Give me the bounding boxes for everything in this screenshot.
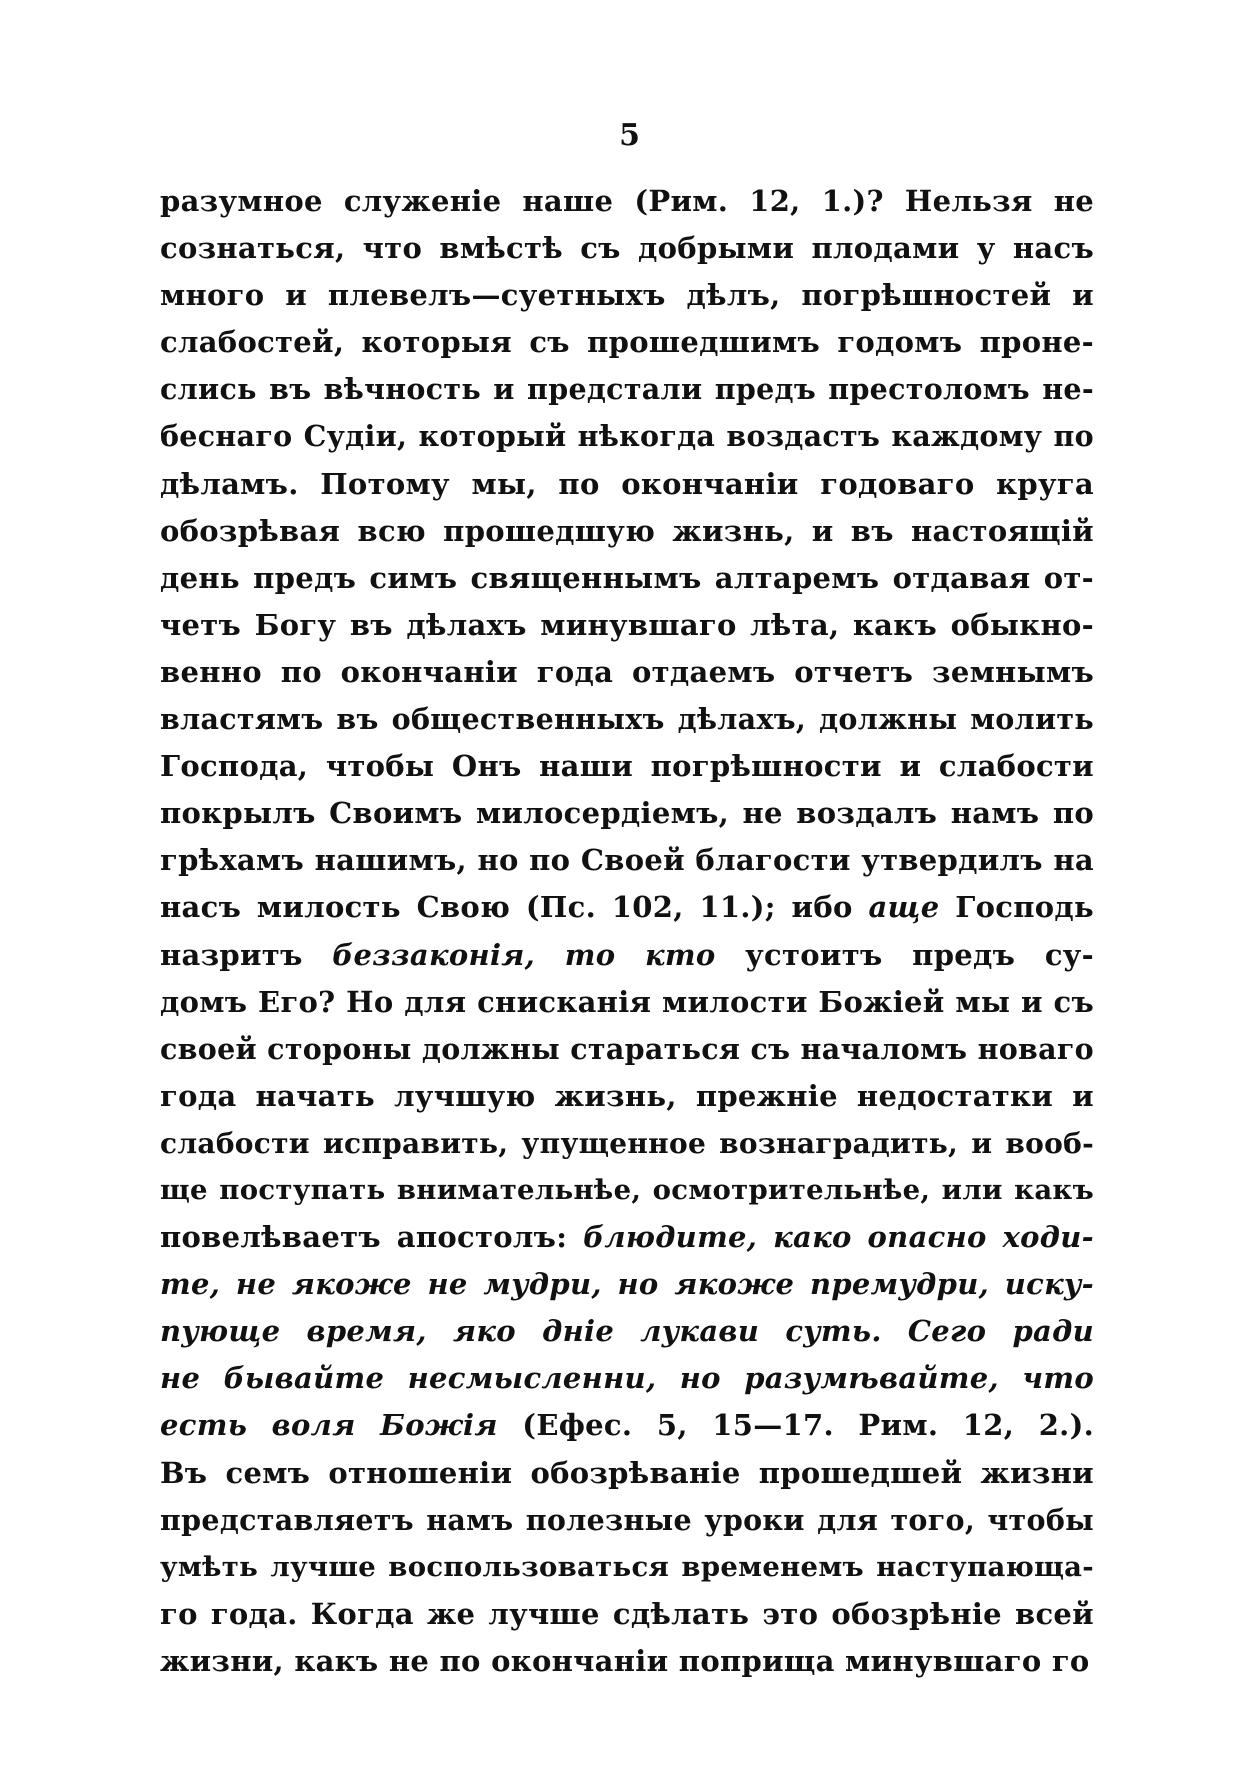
text-segment: го года. Когда же лучше сдѣлать это обозрѣніе всей	[160, 1596, 1094, 1631]
text-line	[160, 178, 1094, 225]
text-segment: повелѣваетъ апостолъ:	[160, 1220, 584, 1255]
text-line	[160, 555, 1094, 602]
text-line	[160, 1073, 1094, 1120]
text-line	[160, 884, 1094, 931]
text-line	[160, 602, 1094, 649]
text-line	[160, 272, 1094, 319]
text-line	[160, 696, 1094, 743]
italic-quote-segment: блюдите, како опасно ходи-	[583, 1220, 1094, 1255]
text-line	[160, 1261, 1094, 1308]
body-text	[160, 178, 1094, 1685]
text-segment: представляетъ намъ полезные уроки для того, чтобы	[160, 1502, 1094, 1537]
text-line	[160, 1214, 1094, 1261]
italic-quote-segment: не бывайте несмысленни, но разумѣвайте, что	[160, 1361, 1094, 1396]
text-line	[160, 1167, 1094, 1214]
text-segment: грѣхамъ нашимъ, но по Своей благости утвердилъ на	[160, 843, 1094, 878]
text-line	[160, 461, 1094, 508]
text-segment: беснаго Судіи, который нѣкогда воздастъ каждому по	[160, 419, 1094, 454]
text-line	[160, 1402, 1094, 1449]
text-line	[160, 743, 1094, 790]
text-segment: устоитъ предъ су-	[715, 937, 1094, 972]
text-segment: покрылъ Своимъ милосердіемъ, не воздалъ намъ по	[160, 796, 1094, 831]
text-segment: жизни, какъ не по окончаніи поприща минувшаго го	[160, 1643, 1090, 1678]
text-line	[160, 1026, 1094, 1073]
text-segment: много и плевелъ—суетныхъ дѣлъ, погрѣшностей и	[160, 278, 1094, 313]
italic-quote-segment: есть воля Божія	[160, 1408, 498, 1443]
text-line	[160, 932, 1094, 979]
text-line	[160, 1591, 1094, 1638]
text-segment: день предъ симъ священнымъ алтаремъ отдавая от-	[160, 560, 1094, 595]
text-line	[160, 837, 1094, 884]
text-segment: слабости исправить, упущенное вознаградить, и вооб-	[160, 1126, 1094, 1160]
italic-quote-segment: пующе время, яко дніе лукави суть. Сего ради	[160, 1314, 1094, 1349]
text-segment: властямъ въ общественныхъ дѣлахъ, должны молить	[160, 702, 1094, 737]
text-line	[160, 413, 1094, 460]
text-line	[160, 649, 1094, 696]
page-number: 5	[619, 118, 640, 153]
text-segment: ще поступать внимательнѣе, осмотрительнѣе, или какъ	[160, 1173, 1094, 1206]
italic-quote-segment: аще	[868, 890, 940, 925]
italic-quote-segment: беззаконія, то кто	[332, 937, 716, 972]
text-line	[160, 366, 1094, 413]
text-segment: домъ Его? Но для снисканія милости Божіей мы и съ	[160, 984, 1094, 1019]
italic-quote-segment: те, не якоже не мудри, но якоже премудри, иску-	[160, 1267, 1094, 1302]
text-segment: своей стороны должны стараться съ началомъ новаго	[160, 1031, 1094, 1066]
text-segment: четъ Богу въ дѣлахъ минувшаго лѣта, какъ обыкно-	[160, 607, 1094, 642]
text-line	[160, 319, 1094, 366]
text-segment: Господь	[939, 890, 1094, 925]
text-segment: разумное служеніе наше (Рим. 12, 1.)? Нельзя не	[160, 184, 1094, 218]
text-line	[160, 225, 1094, 272]
text-segment: слись въ вѣчность и предстали предъ престоломъ не-	[160, 372, 1094, 407]
text-line	[160, 1355, 1094, 1402]
text-segment: (Ефес. 5, 15—17. Рим. 12, 2.).	[497, 1408, 1094, 1443]
text-segment: Господа, чтобы Онъ наши погрѣшности и слабости	[160, 749, 1094, 784]
text-segment: года начать лучшую жизнь, прежніе недостатки и	[160, 1078, 1094, 1113]
text-line	[160, 1308, 1094, 1355]
text-segment: венно по окончаніи года отдаемъ отчетъ земнымъ	[160, 654, 1094, 689]
text-segment: сознаться, что вмѣстѣ съ добрыми плодами у насъ	[160, 231, 1094, 266]
text-line	[160, 1497, 1094, 1544]
text-line	[160, 790, 1094, 837]
text-segment: Въ семъ отношеніи обозрѣваніе прошедшей жизни	[160, 1455, 1094, 1490]
text-line	[160, 1450, 1094, 1497]
text-segment: слабостей, которыя съ прошедшимъ годомъ проне-	[160, 325, 1094, 360]
text-segment: назритъ	[160, 937, 333, 972]
text-line	[160, 1544, 1094, 1591]
text-line	[160, 1638, 1094, 1685]
text-segment: насъ милость Свою (Пс. 102, 11.); ибо	[160, 890, 869, 925]
text-segment: дѣламъ. Потому мы, по окончаніи годоваго круга	[160, 466, 1094, 501]
text-segment: обозрѣвая всю прошедшую жизнь, и въ настоящій	[160, 513, 1094, 548]
text-segment: умѣть лучше воспользоваться временемъ наступающа-	[160, 1550, 1094, 1583]
text-line	[160, 1120, 1094, 1167]
text-line	[160, 979, 1094, 1026]
text-line	[160, 508, 1094, 555]
